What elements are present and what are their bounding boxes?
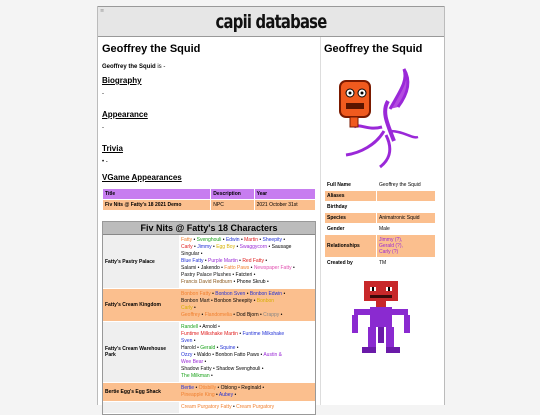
separator: • Waldo • Bonbon Fatto Paws •	[192, 352, 264, 358]
trivia-text: • -	[102, 159, 108, 165]
character-link[interactable]: Swaggycorn	[239, 244, 268, 250]
heading-appearance: Appearance	[102, 110, 148, 119]
character-link[interactable]: Flandomelia	[204, 312, 232, 318]
navbox-line	[181, 373, 313, 380]
separator: • Arnold •	[197, 324, 220, 330]
separator: • Shadow Svenghouli •	[211, 366, 264, 372]
separator: •	[237, 331, 243, 337]
character-link[interactable]: Newspaper Fatty	[253, 265, 292, 271]
separator: •	[231, 404, 237, 410]
site-header	[98, 6, 444, 37]
separator: •	[195, 345, 201, 351]
infobox-key: Full Name	[325, 180, 377, 191]
intro-paragraph	[102, 64, 316, 70]
infobox-value: TM	[377, 258, 436, 269]
character-link[interactable]: Cream Purgatory Fatty	[181, 404, 232, 410]
navbox-rows	[103, 235, 315, 414]
navbox-line	[181, 345, 313, 352]
separator: •	[258, 237, 263, 243]
infobox-row	[325, 224, 436, 235]
character-link[interactable]: Bonbon Edwin	[249, 291, 283, 297]
infobox-row	[325, 202, 436, 213]
character-link[interactable]: Funtime Milkshake Martin	[181, 331, 238, 337]
navbox-links	[179, 402, 315, 413]
infobox-key: Aliases	[325, 191, 377, 202]
cell-year: 2021 October 31st	[254, 200, 315, 211]
navbox-line	[181, 385, 313, 392]
character-link[interactable]: Singular	[181, 251, 200, 257]
character-link[interactable]: Purple Martin	[208, 258, 238, 264]
navbox-line	[181, 312, 313, 319]
navbox-line	[181, 279, 313, 286]
appearance-text: -	[102, 125, 104, 131]
separator: •	[215, 345, 220, 351]
column-divider	[320, 37, 321, 405]
character-link[interactable]: Harold	[181, 345, 196, 351]
navbox-category[interactable]	[103, 402, 179, 413]
navbox-line	[181, 359, 313, 366]
navbox-category[interactable]: Fatty's Cream Warehouse Park	[103, 322, 179, 382]
navbox-line	[181, 392, 313, 399]
character-link[interactable]: Gerald	[200, 345, 216, 351]
character-link[interactable]: Bonbon Sven	[215, 291, 246, 297]
cell-title[interactable]: Fiv Nits @ Fatty's 18 2021 Demo	[103, 200, 211, 211]
character-link[interactable]: Ozzy	[181, 352, 193, 358]
character-link[interactable]: Edwin	[225, 237, 240, 243]
separator: •	[239, 237, 245, 243]
separator: • Phone Skrub •	[232, 279, 269, 285]
separator: •	[194, 385, 199, 391]
infobox-key: Gender	[325, 224, 377, 235]
table-row	[103, 200, 316, 211]
separator: •	[210, 291, 216, 297]
relationship-link[interactable]: Jimmy (?),	[379, 237, 403, 243]
infobox-table	[324, 179, 436, 269]
character-link[interactable]: Sven	[181, 338, 193, 344]
separator: •	[214, 392, 219, 398]
separator: •	[192, 305, 196, 311]
squid-drawing-image	[324, 61, 440, 171]
separator: •	[203, 258, 209, 264]
navbox-line	[181, 251, 313, 258]
navbox-group	[103, 235, 315, 289]
navbox-group	[103, 289, 315, 322]
character-link[interactable]: Randell	[181, 324, 198, 330]
menu-icon[interactable]: ≡	[100, 8, 105, 14]
navbox-group	[103, 383, 315, 402]
separator: •	[249, 265, 254, 271]
col-year: Year	[254, 189, 315, 200]
navbox-line	[181, 291, 313, 298]
character-link[interactable]: Austin &	[263, 352, 282, 358]
page-title: Geoffrey the Squid	[102, 43, 201, 55]
navbox-line	[181, 237, 313, 244]
infobox-sidebar	[324, 43, 440, 361]
character-link[interactable]: Carly	[181, 244, 193, 250]
navbox-category[interactable]: Bertie Egg's Egg Shack	[103, 383, 179, 401]
infobox-value: Animatronic Squid	[377, 213, 436, 224]
navbox-line	[181, 298, 313, 305]
character-link[interactable]: Blue Fatty	[181, 258, 204, 264]
navbox-line	[181, 265, 313, 272]
navbox-line	[181, 331, 313, 338]
page-container	[97, 6, 445, 410]
character-link[interactable]: Pastry Palace Plushes	[181, 272, 232, 278]
separator: •	[233, 392, 237, 398]
separator: •	[200, 312, 205, 318]
appearances-table	[102, 188, 316, 211]
infobox-key: Species	[325, 213, 377, 224]
infobox-key: Created by	[325, 258, 377, 269]
navbox-links	[179, 383, 315, 401]
cell-description: NPC	[211, 200, 254, 211]
character-link[interactable]: Crappy	[263, 312, 280, 318]
navbox-line	[181, 404, 313, 411]
navbox-links	[179, 235, 315, 288]
separator: •	[192, 338, 196, 344]
infobox-row	[325, 180, 436, 191]
infobox-value	[377, 235, 436, 258]
character-link[interactable]: Wee Bear	[181, 359, 204, 365]
infobox-value	[377, 202, 436, 213]
separator: • Dod Bjorn •	[231, 312, 264, 318]
navbox-category[interactable]: Fatty's Pastry Palace	[103, 235, 179, 288]
separator: • Sausage	[267, 244, 292, 250]
squid-drawing-svg	[324, 61, 440, 171]
separator: •	[235, 345, 239, 351]
separator: •	[199, 251, 203, 257]
navbox-line	[181, 272, 313, 279]
character-link[interactable]: Bertie	[181, 385, 195, 391]
character-link[interactable]: Otisbilly	[198, 385, 217, 391]
separator: •	[282, 291, 286, 297]
separator: •	[221, 237, 226, 243]
intro-name: Geoffrey the Squid	[102, 64, 156, 70]
relationship-link[interactable]: Carly (?)	[379, 249, 399, 255]
character-navbox	[102, 221, 316, 415]
separator: • Oblong • Reginald •	[216, 385, 265, 391]
navbox-line	[181, 338, 313, 345]
navbox-category[interactable]: Fatty's Cream Kingdom	[103, 289, 179, 321]
navbox-line	[181, 244, 313, 251]
character-link[interactable]: Egg Boy	[216, 244, 236, 250]
separator: • Fatcteri •	[231, 272, 256, 278]
separator: •	[209, 373, 213, 379]
infobox-row	[325, 213, 436, 224]
character-link[interactable]: Aubey	[218, 392, 234, 398]
infobox-value: Geoffrey the Squid	[377, 180, 436, 191]
navbox-links	[179, 289, 315, 321]
infobox-value	[377, 191, 436, 202]
separator: •	[237, 258, 243, 264]
heading-trivia: Trivia	[102, 144, 123, 153]
heading-biography: Biography	[102, 76, 142, 85]
character-link[interactable]: The Milkman	[181, 373, 210, 379]
character-link[interactable]: Funtime Milkshake	[242, 331, 285, 337]
separator: • Jakendo •	[196, 265, 225, 271]
character-link[interactable]: Carly	[181, 305, 193, 311]
navbox-line	[181, 305, 313, 312]
character-link[interactable]: Red Fatty	[242, 258, 264, 264]
separator: •	[192, 237, 197, 243]
infobox-key: Birthday	[325, 202, 377, 213]
separator: •	[192, 244, 198, 250]
separator: •	[203, 359, 207, 365]
navbox-line	[181, 352, 313, 359]
table-header-row	[103, 189, 316, 200]
infobox-row	[325, 235, 436, 258]
sidebar-title: Geoffrey the Squid	[324, 43, 423, 55]
site-logo[interactable]: capii database	[215, 11, 327, 33]
navbox-title: Fiv Nits @ Fatty's 18 Characters	[103, 222, 315, 235]
separator: •	[264, 258, 268, 264]
col-description: Description	[211, 189, 254, 200]
infobox-value: Male	[377, 224, 436, 235]
relationship-link[interactable]: Gerald (?),	[379, 243, 403, 249]
character-link[interactable]: Svenghouli	[196, 237, 222, 243]
separator: •	[282, 237, 286, 243]
character-link[interactable]: Martin	[244, 237, 258, 243]
character-link[interactable]: Fatty	[181, 237, 193, 243]
article-body	[102, 43, 316, 415]
character-link[interactable]: Salami	[181, 265, 197, 271]
heading-vgame-appearances: VGame Appearances	[102, 173, 182, 182]
character-link[interactable]: Fatto Paws	[224, 265, 250, 271]
pixel-art-image	[324, 281, 440, 361]
separator: •	[245, 291, 250, 297]
infobox-row	[325, 191, 436, 202]
character-link[interactable]: Francis David Redburn	[181, 279, 233, 285]
navbox-line	[181, 258, 313, 265]
separator: •	[211, 244, 217, 250]
infobox-key: Relationships	[325, 235, 377, 258]
navbox-group	[103, 322, 315, 383]
character-link[interactable]: Shadow Fatty	[181, 366, 212, 372]
col-title: Title	[103, 189, 211, 200]
navbox-group	[103, 402, 315, 414]
character-link[interactable]: Squine	[219, 345, 236, 351]
character-link[interactable]: Cream Purgatory	[236, 404, 275, 410]
separator: •	[235, 244, 240, 250]
character-link[interactable]: Bonbon Fatty	[181, 291, 211, 297]
separator: •	[291, 265, 295, 271]
character-link[interactable]: Bonbon	[256, 298, 275, 304]
character-link[interactable]: Pineapple King	[181, 392, 215, 398]
character-link[interactable]: Jimmy	[197, 244, 212, 250]
separator: • Bonbon Sheepity •	[209, 298, 257, 304]
character-link[interactable]: Sheepity	[262, 237, 282, 243]
navbox-line	[181, 366, 313, 373]
separator: •	[279, 312, 283, 318]
pixel-art-svg	[324, 281, 440, 361]
character-link[interactable]: Bonbon Mart	[181, 298, 210, 304]
infobox-row	[325, 258, 436, 269]
character-link[interactable]: Geoffrey	[181, 312, 201, 318]
navbox-links	[179, 322, 315, 382]
intro-text: is -	[155, 64, 166, 70]
biography-text: -	[102, 91, 104, 97]
navbox-line	[181, 324, 313, 331]
